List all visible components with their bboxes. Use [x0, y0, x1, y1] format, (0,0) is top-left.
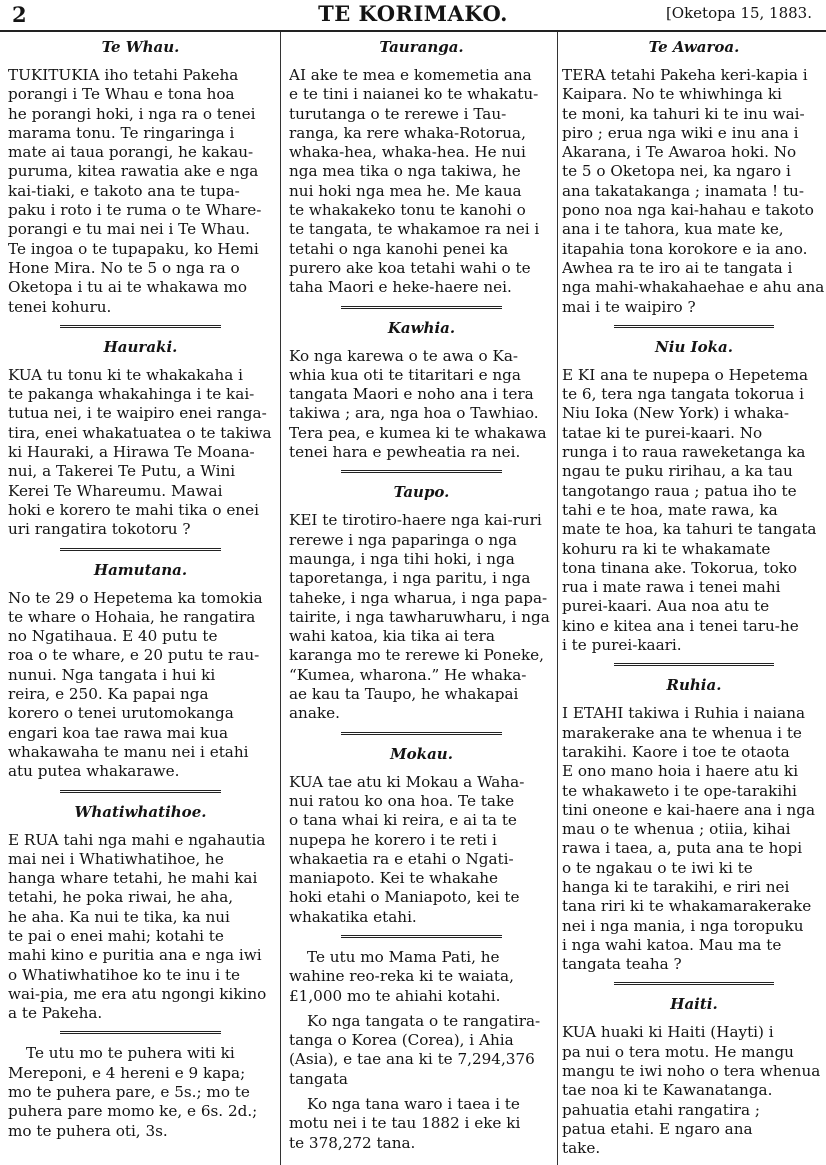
- article-body: [289, 773, 554, 927]
- article-text: tahi nga mahi e ngahautia mai nei i Whatiwhatihoe, he hanga whare tetahi, he mahi kai tetahi, he poka riwai, he aha, he aha. Ka nui te tika, ka nui te pai o enei mahi; kotahi te mahi kino e puritia ana e nga iwi o Whatiwhatihoe ko te inu i te wai-pia, me era atu ngongi kikino a te Pakeha.: [8, 830, 267, 1023]
- section-divider: [60, 325, 221, 328]
- article-text: huaki ki Haiti (Hayti) i pa nui o tera motu. He mangu mangu te iwi noho o tera whenua tae noa ki te Kawanatanga. pahuatia etahi rangatira ; patua etahi. E ngaro ana take.: [562, 1023, 821, 1158]
- article-text: tetahi Pakeha keri-kapia i Kaipara. No te whiwhinga ki te moni, ka tahuri ki te inu wai- piro ; erua nga wiki e inu ana i Akarana, i Te Awaroa hoki. No te 5 o Oketopa nei, ka ngaro i ana takatakanga ; inamata ! tu- pono noa nga kai-hahau e takoto ana i te tahora, kua mate ke, itapahia tona korokore e ia ano. Awhea ra te iro ai te tangata i nga mahi-whakahaehae e ahu ana mai i te waipiro ?: [562, 66, 825, 316]
- lead-word: I ETAHI: [562, 704, 624, 723]
- column-1: [8, 34, 273, 1165]
- lead-word: KUA: [562, 1023, 597, 1042]
- article-heading: Kawhia.: [387, 318, 456, 337]
- article-heading: Te Awaroa.: [648, 38, 740, 56]
- article-body: Ko nga karewa o te awa o Ka- whia kua oti te titaritari e nga tangata Maori e noho ana i tera takiwa ; ara, nga hoa o Tawhiao. Tera pea, e kumea ki te whakawa tenei hara e pewheatia ra nei.: [289, 346, 547, 462]
- page-number: 2: [12, 2, 27, 27]
- article-heading: Te Whau.: [101, 38, 180, 56]
- article-text: takiwa i Ruhia i naiana marakerake ana te whenua i te tarakihi. Kaore i toe te otaota E ono mano hoia i haere atu ki te whakaweto i te ope-tarakihi tini oneone e kai-haere ana i nga mau o te whenua ; otiia, kihai rawa i taea, a, puta ana te hopi o te ngakau o te iwi ki te hanga ki te tarakihi, e riri nei tana riri ki te whakamarakerake nei i nga mania, i nga toropuku i nga wahi katoa. Mau ma te tangata teaha ?: [562, 704, 816, 974]
- column-rule: [557, 32, 558, 1165]
- section-divider: [60, 790, 221, 793]
- section-divider: [341, 470, 502, 473]
- article-body: [289, 66, 554, 298]
- lead-word: TERA: [562, 66, 606, 84]
- article-body: No te 29 o Hepetema ka tomokia te whare o Hohaia, he rangatira no Ngatihaua. E 40 putu te roa o te whare, e 20 putu te rau- nunui. Nga tangata i hui ki reira, e 250. Ka papai nga korero o tenei urutomokanga engari koa tae rawa mai kua whakawaha te manu nei i etahi atu putea whakarawe.: [8, 588, 263, 781]
- article-body: Ko nga tana waro i taea i te motu nei i te tau 1882 i eke ki te 378,272 tana.: [289, 1095, 521, 1152]
- section-divider: [614, 663, 774, 666]
- article-text: iho tetahi Pakeha porangi i Te Whau e tona hoa he porangi hoki, i nga ra o tenei marama tonu. Te ringaringa i mate ai taua porangi, he kakau- puruma, kitea rawatia ake e nga kai-tiaki, e takoto ana te tupa- paku i roto i te ruma o te Whare- porangi e tu mai nei i Te Whau. Te ingoa o te tupapaku, ko Hemi Hone Mira. No te 5 o nga ra o Oketopa i tu ai te whakawa mo tenei kohuru.: [8, 66, 262, 316]
- lead-word: AI: [289, 66, 306, 84]
- lead-word: E KI: [562, 365, 596, 384]
- lead-word: KUA: [289, 772, 324, 791]
- article-heading: Mokau.: [390, 744, 453, 763]
- article-body: [8, 66, 273, 317]
- issue-date: [Oketopa 15, 1883.: [665, 4, 812, 22]
- section-divider: [60, 548, 221, 551]
- masthead-title: TE KORIMAKO.: [318, 1, 508, 26]
- article-body: Ko nga tangata o te rangatira- tanga o Korea (Corea), i Ahia (Asia), e tae ana ki te 7,294,376 tangata: [289, 1011, 541, 1088]
- section-divider: [614, 325, 774, 328]
- article-heading: Tauranga.: [379, 38, 464, 56]
- article-heading: Haiti.: [670, 995, 718, 1014]
- article-heading: Niu Ioka.: [655, 337, 733, 356]
- section-divider: [341, 732, 502, 735]
- article-body: [8, 366, 273, 540]
- lead-word: E RUA: [8, 830, 59, 849]
- lead-word: KUA: [8, 365, 43, 384]
- article-text: te tirotiro-haere nga kai-ruri rerewe i nga paparinga o nga maunga, i nga tihi hoki, i nga taporetanga, i nga paritu, i nga taheke, i nga wharua, i nga papa- tairite, i nga tawharuwharu, i nga wahi katoa, kia tika ai tera karanga mo te rerewe ki Poneke, “Kumea, wharona.” He whaka- ae kau ta Taupo, he whakapai anake.: [289, 511, 550, 723]
- article-text: tae atu ki Mokau a Waha- nui ratou ko ona hoa. Te take o tana whai ki reira, e ai ta te nupepa he korero i te reti i whakaetia ra e etahi o Ngati- maniapoto. Kei te whakahe hoki etahi o Maniapoto, kei te whakatika etahi.: [289, 772, 525, 926]
- section-divider: [341, 935, 502, 938]
- column-2: [289, 34, 554, 1165]
- lead-word: KEI: [289, 511, 318, 530]
- column-3: [562, 34, 826, 1165]
- section-divider: [60, 1031, 221, 1034]
- article-body: [289, 511, 554, 723]
- article-body: [562, 1023, 826, 1158]
- article-heading: Hamutana.: [93, 560, 188, 579]
- section-divider: [341, 306, 502, 309]
- article-heading: Ruhia.: [666, 676, 722, 695]
- article-body: Te utu mo Mama Pati, he wahine reo-reka ki te waiata, £1,000 mo te ahiahi kotahi.: [289, 947, 514, 1005]
- article-body: [562, 366, 826, 655]
- article-body: [562, 66, 826, 317]
- article-text: ana te nupepa o Hepetema te 6, tera nga tangata tokorua i Niu Ioka (New York) i whaka- tatae ki te purei-kaari. No runga i to raua raweketanga ka ngau te puku ririhau, a ka tau tangotango raua ; patua iho te tahi e te hoa, mate rawa, ka mate te hoa, ka tahuri te tangata kohuru ra ki te whakamate tona tinana ake. Tokorua, toko rua i mate rawa i tenei mahi purei-kaari. Aua noa atu te kino e kitea ana i tenei taru-he i te purei-kaari.: [562, 365, 817, 655]
- article-heading: Hauraki.: [103, 337, 178, 356]
- article-body: Te utu mo te puhera witi ki Mereponi, e 4 hereni e 9 kapa; mo te puhera pare, e 5s.; mo te puhera pare momo ke, e 6s. 2d.; mo te puhera oti, 3s.: [8, 1044, 258, 1140]
- article-heading: Taupo.: [393, 483, 450, 502]
- lead-word: TUKITUKIA: [8, 66, 100, 84]
- article-heading: Whatiwhatihoe.: [74, 802, 207, 821]
- column-rule: [280, 32, 281, 1165]
- article-body: [562, 704, 826, 974]
- article-body: [8, 831, 273, 1024]
- article-text: ake te mea e komemetia ana e te tini i naianei ko te whakatu- turutanga o te rerewe i Tau- ranga, ka rere whaka-Rotorua, whaka-hea, whaka-hea. He nui nga mea tika o nga takiwa, he nui hoki nga mea he. Me kaua te whakakeko tonu te kanohi o te tangata, te whakamoe ra nei i tetahi o nga kanohi penei ka purero ake koa tetahi wahi o te taha Maori e heke-haere nei.: [289, 66, 540, 297]
- page-header: [0, 0, 826, 32]
- section-divider: [614, 982, 774, 985]
- article-text: tu tonu ki te whakakaha i te pakanga whakahinga i te kai- tutua nei, i te waipiro enei ranga- tira, enei whakatuatea o te takiwa ki Hauraki, a Hirawa Te Moana- nui, a Takerei Te Putu, a Wini Kerei Te Whareumu. Mawai hoki e korero te mahi tika o enei uri rangatira tokotoru ?: [8, 365, 272, 539]
